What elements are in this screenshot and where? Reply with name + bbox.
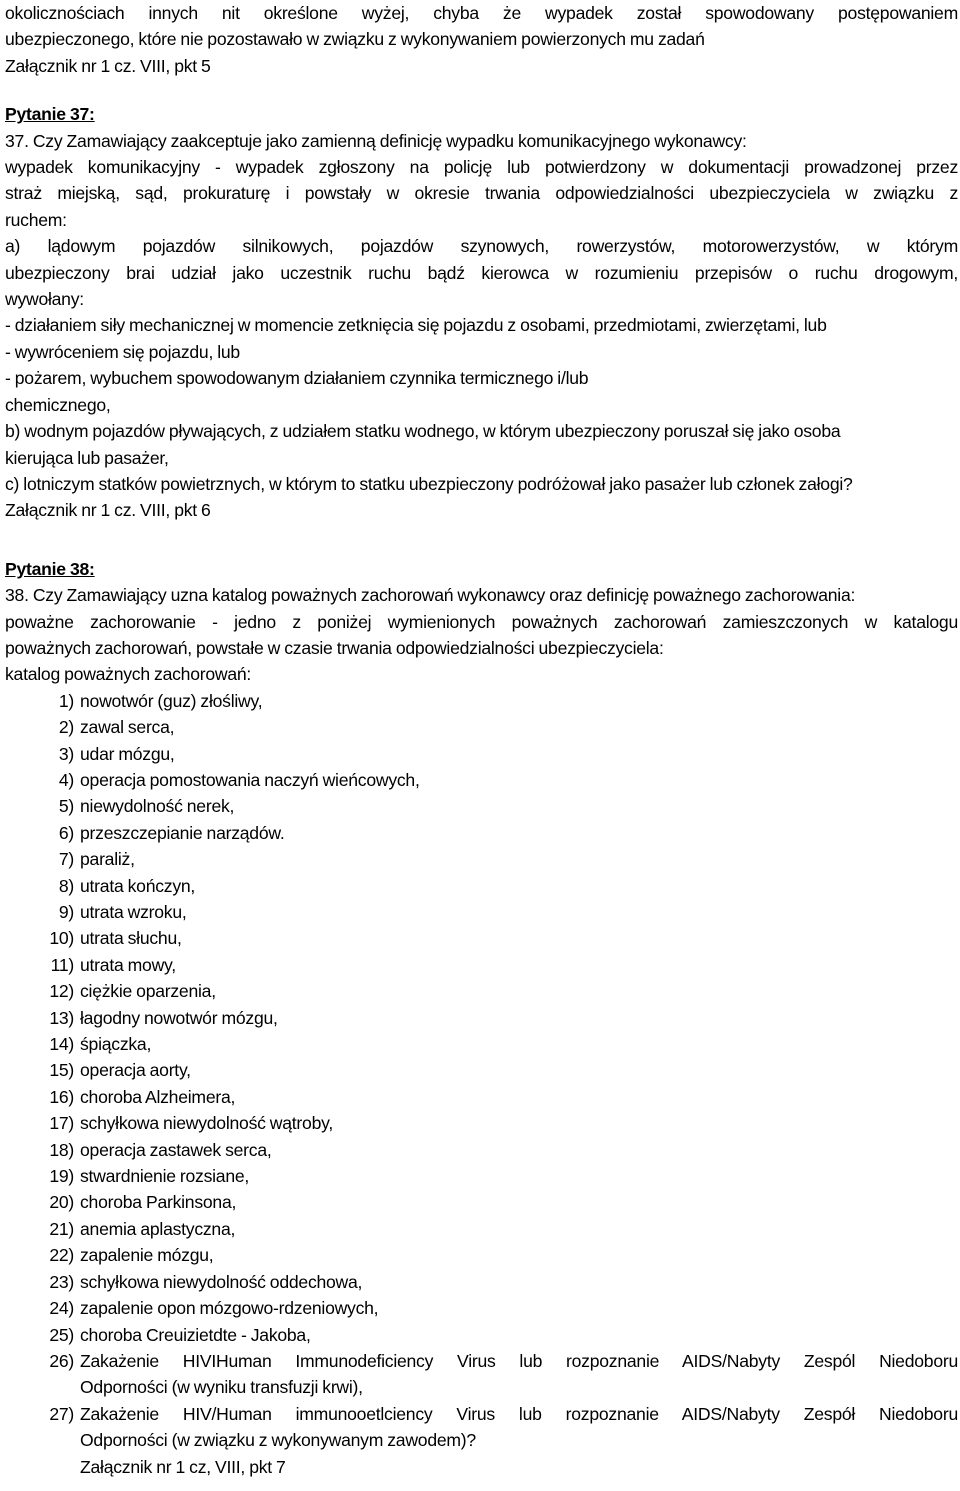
list-item: 2) zawal serca, (58, 717, 175, 738)
list-item: 8) utrata kończyn, (58, 875, 196, 896)
list-item: 17) schyłkowa niewydolność wątroby, (49, 1113, 333, 1134)
q37-line-14: c) lotniczym statków powietrznych, w którym to statku ubezpieczony podróżował jako pasażer lub członek załogi? (5, 473, 853, 494)
list-item: 4) operacja pomostowania naczyń wieńcowych, (58, 769, 420, 790)
list-item: 5) niewydolność nerek, (58, 796, 235, 817)
list-item: 14) śpiączka, (49, 1034, 152, 1055)
q38-line-4: katalog poważnych zachorowań: (5, 664, 252, 685)
q37-line-9: - wywróceniem się pojazdu, lub (5, 341, 240, 362)
list-item: 16) choroba Alzheimera, (49, 1086, 236, 1107)
list-item: 26) Zakażenie HIVIHuman Immunodeficiency Virus lub rozpoznanie AIDS/Nabyty Zespól Niedoboru Odporności (w wyniku transfuzji krwi), (49, 1350, 958, 1398)
list-item: 23) schyłkowa niewydolność oddechowa, (49, 1271, 363, 1292)
q37-line-2: wypadek komunikacyjny - wypadek zgłoszony na policję lub potwierdzony w dokumentacji prowadzonej przez (5, 157, 958, 178)
q37-line-7: wywołany: (5, 289, 84, 310)
q38-line-1: 38. Czy Zamawiający uzna katalog poważnych zachorowań wykonawcy oraz definicję poważnego zachorowania: (5, 585, 856, 606)
list-item: 22) zapalenie mózgu, (49, 1245, 214, 1266)
list-item: 12) ciężkie oparzenia, (49, 981, 216, 1002)
question-38-heading: Pytanie 38: (5, 558, 95, 579)
attachment-ref-pkt6: Załącznik nr 1 cz. VIII, pkt 6 (5, 500, 211, 521)
list-item: 9) utrata wzroku, (58, 902, 187, 922)
top-line-1: okolicznościach innych nit określone wyżej, chyba że wypadek został spowodowany postępowaniem (5, 3, 958, 23)
q37-line-12: b) wodnym pojazdów pływających, z udziałem statku wodnego, w którym ubezpieczony poruszał się jako osoba (5, 421, 841, 442)
q37-line-11: chemicznego, (5, 394, 111, 415)
list-item: 27) Zakażenie HIV/Human immunooetlciency Virus lub rozpoznanie AIDS/Nabyty Zespół Niedoboru Odporności (w związku z wykonywanym zawodem)? (49, 1403, 958, 1451)
q37-line-8: - działaniem siły mechanicznej w momencie zetknięcia się pojazdu z osobami, przedmiotami, zwierzętami, lub (5, 315, 827, 336)
list-item: 6) przeszczepianie narządów. (58, 822, 285, 843)
list-item: 24) zapalenie opon mózgowo-rdzeniowych, (49, 1298, 379, 1319)
attachment-ref-pkt7: Załącznik nr 1 cz, VIII, pkt 7 (80, 1456, 286, 1477)
list-item: 10) utrata słuchu, (49, 928, 182, 949)
list-item: 3) udar mózgu, (58, 743, 175, 764)
spacer (5, 524, 958, 550)
list-item: 20) choroba Parkinsona, (49, 1192, 237, 1213)
attachment-ref-pkt5: Załącznik nr 1 cz. VIII, pkt 5 (5, 55, 211, 76)
list-item: 25) choroba Creuizietdte - Jakoba, (49, 1324, 311, 1345)
list-item: 15) operacja aorty, (49, 1060, 191, 1081)
list-item: 7) paraliż, (58, 849, 135, 870)
q37-line-6: ubezpieczony brai udział jako uczestnik ruchu bądź kierowca w rozumieniu przepisów o ruchu drogowym, (5, 262, 958, 283)
q37-line-4: ruchem: (5, 209, 67, 230)
q37-line-5: a) lądowym pojazdów silnikowych, pojazdów szynowych, rowerzystów, motorowerzystów, w którym (5, 236, 958, 257)
list-item: 18) operacja zastawek serca, (49, 1139, 272, 1160)
list-item: 19) stwardnienie rozsiane, (49, 1166, 250, 1187)
q37-line-3: straż miejską, sąd, prokuraturę i powstały w okresie trwania odpowiedzialności ubezpieczyciela w związku z (5, 183, 958, 204)
q37-line-1: 37. Czy Zamawiający zaakceptuje jako zamienną definicję wypadku komunikacyjnego wykonawcy: (5, 130, 747, 151)
disease-catalog-list (5, 688, 958, 1454)
list-item: 21) anemia aplastyczna, (49, 1218, 236, 1239)
q37-line-13: kierująca lub pasażer, (5, 447, 169, 468)
list-item: 11) utrata mowy, (50, 954, 176, 975)
q38-line-3: poważnych zachorowań, powstałe w czasie trwania odpowiedzialności ubezpieczyciela: (5, 637, 664, 658)
question-37-body (5, 128, 958, 524)
q38-line-2: poważne zachorowanie - jedno z poniżej wymienionych poważnych zachorowań zamieszczonych w katalogu (5, 611, 958, 632)
list-item: 13) łagodny nowotwór mózgu, (49, 1007, 278, 1028)
document-page (5, 0, 958, 1480)
top-line-2: ubezpieczonego, które nie pozostawało w związku z wykonywaniem powierzonych mu zadań (5, 29, 705, 50)
question-37-heading: Pytanie 37: (5, 104, 95, 125)
list-item: 1) nowotwór (guz) złośliwy, (58, 690, 263, 711)
question-38-body (5, 582, 958, 1480)
q37-line-10: - pożarem, wybuchem spowodowanym działaniem czynnika termicznego i/lub (5, 368, 589, 389)
